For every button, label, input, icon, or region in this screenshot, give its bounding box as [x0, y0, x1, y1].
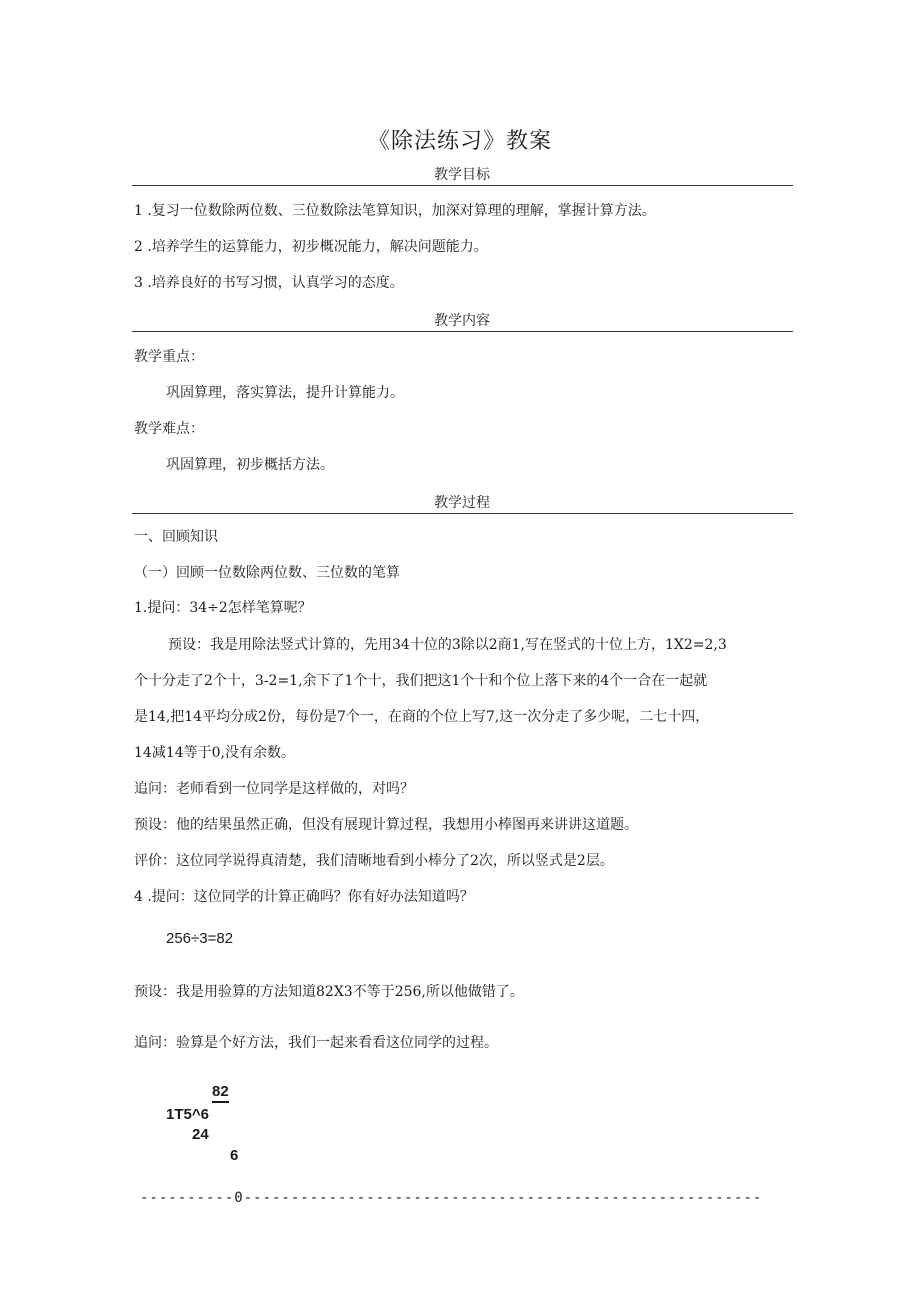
sub-heading: （一）回顾一位数除两位数、三位数的笔算 — [134, 565, 400, 581]
long-division-quotient: 82 — [212, 1083, 229, 1103]
followup-question: 追问：老师看到一位同学是这样做的，对吗？ — [134, 781, 414, 797]
key-point-label: 教学重点： — [134, 349, 204, 365]
long-division-remainder: 6 — [230, 1147, 239, 1164]
preset-answer: 预设：他的结果虽然正确，但没有展现计算过程，我想用小棒图再来讲讲这道题。 — [134, 817, 638, 833]
followup-question: 追问：验算是个好方法，我们一起来看看这位同学的过程。 — [134, 1035, 498, 1051]
section-rule — [132, 513, 793, 514]
document-title: 《除法练习》教案 — [367, 129, 552, 154]
preset-paragraph-line: 个十分走了2个十，3-2=1,余下了1个十，我们把这1个十和个位上落下来的4个一合在一起就 — [134, 673, 708, 689]
objective-item: 3 .培养良好的书写习惯，认真学习的态度。 — [134, 275, 404, 291]
key-point-text: 巩固算理，落实算法，提升计算能力。 — [166, 385, 404, 401]
section-heading-objectives: 教学目标 — [434, 167, 490, 183]
question-4: 4 .提问：这位同学的计算正确吗？你有好办法知道吗？ — [134, 889, 474, 905]
difficulty-label: 教学难点： — [134, 421, 204, 437]
objective-item: 2 .培养学生的运算能力，初步概况能力，解决问题能力。 — [134, 239, 488, 255]
dashed-separator: ----------0------------------------------------------------------- — [140, 1190, 763, 1206]
preset-paragraph-line: 14减14等于0,没有余数。 — [134, 745, 295, 761]
division-equation: 256÷3=82 — [166, 930, 234, 947]
preset-paragraph-line: 预设：我是用除法竖式计算的，先用34十位的3除以2商1,写在竖式的十位上方，1X2=2,3 — [168, 637, 727, 653]
evaluation-text: 评价：这位同学说得真清楚，我们清晰地看到小棒分了2次，所以竖式是2层。 — [134, 853, 614, 869]
objective-item: 1 .复习一位数除两位数、三位数除法笔算知识，加深对算理的理解，掌握计算方法。 — [134, 203, 656, 219]
preset-paragraph-line: 是14,把14平均分成2份，每份是7个一，在商的个位上写7,这一次分走了多少呢，二七十四， — [134, 709, 710, 725]
preset-answer: 预设：我是用验算的方法知道82X3不等于256,所以他做错了。 — [134, 984, 524, 1000]
long-division-step: 24 — [192, 1126, 209, 1143]
question-1: 1.提问：34÷2怎样笔算呢？ — [134, 600, 312, 616]
long-division-dividend: 1T5^6 — [166, 1106, 209, 1123]
section-heading-content: 教学内容 — [434, 313, 490, 329]
section-heading-process: 教学过程 — [434, 495, 490, 511]
section-rule — [132, 185, 793, 186]
section-rule — [132, 331, 793, 332]
difficulty-text: 巩固算理，初步概括方法。 — [166, 457, 334, 473]
part-heading: 一、回顾知识 — [134, 529, 218, 545]
